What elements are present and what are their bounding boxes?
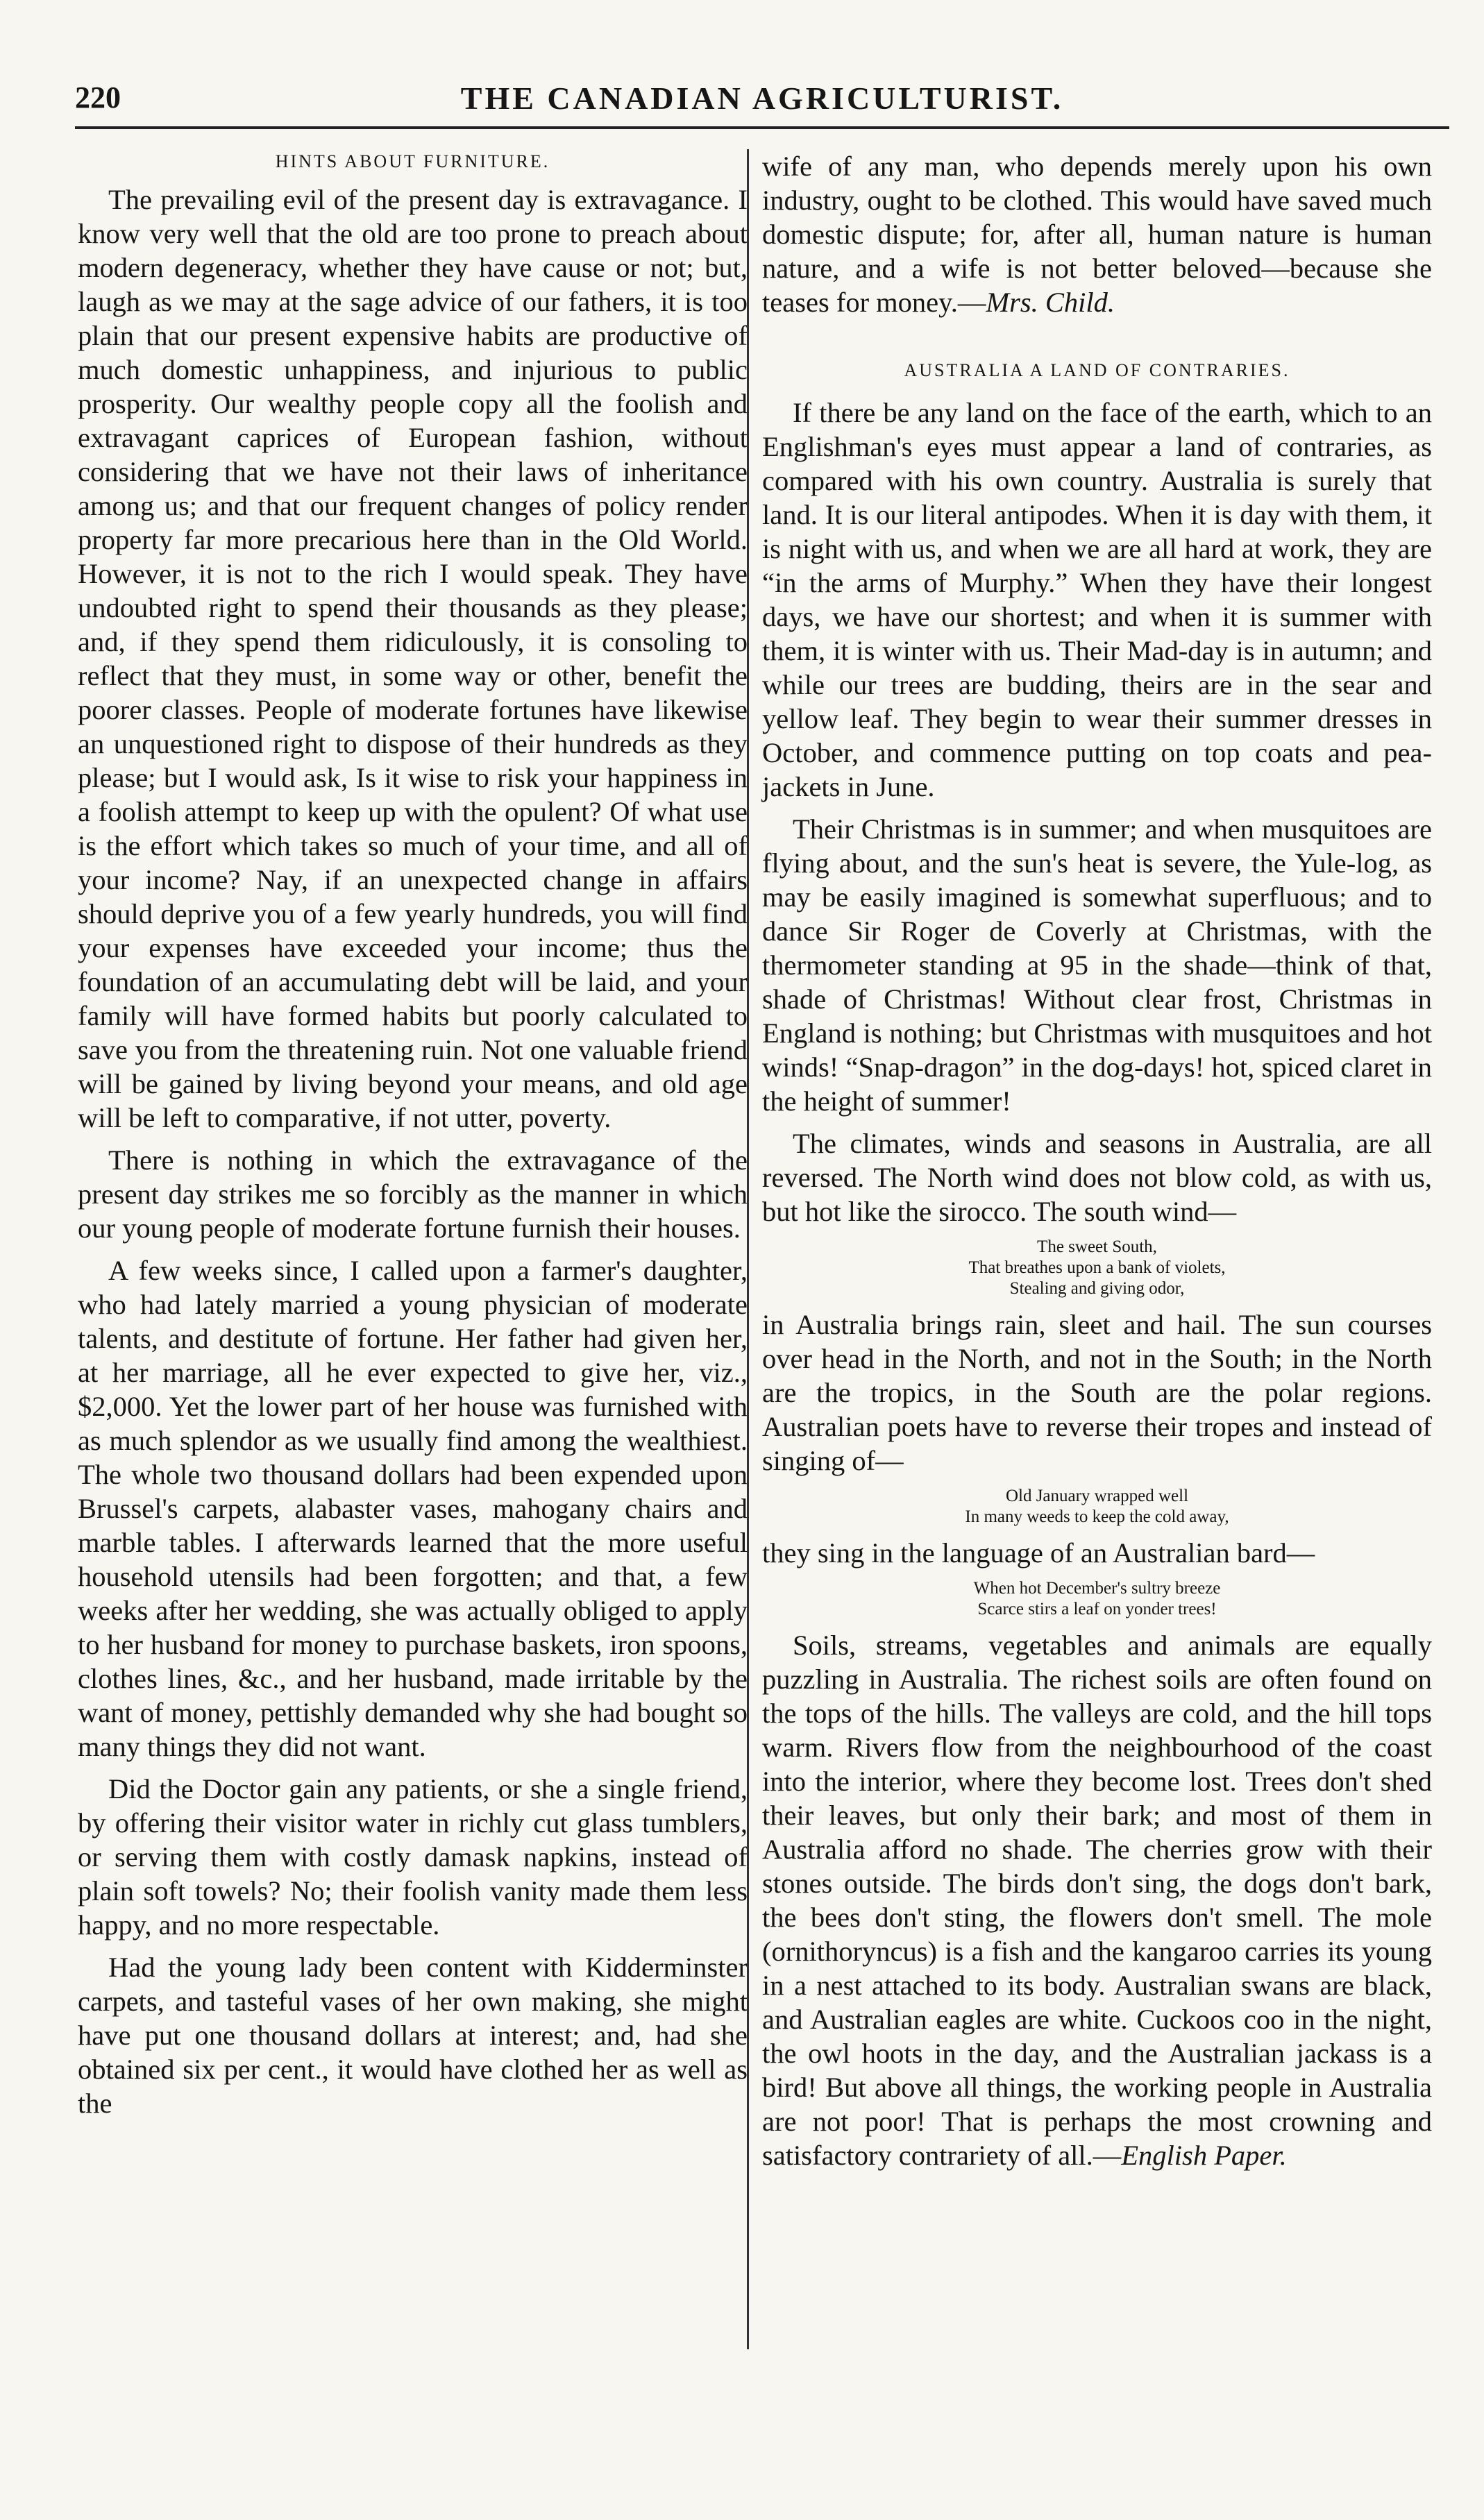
column-divider: [747, 149, 749, 2349]
paragraph: There is nothing in which the extravagance of the present day strikes me so forcibly as the manner in which our young people of moderate fortune furnish their houses.: [78, 1144, 748, 1244]
running-title: THE CANADIAN AGRICULTURIST.: [460, 81, 1064, 116]
verse-line: Scarce stirs a leaf on yonder trees!: [977, 1600, 1217, 1618]
header-rule: [75, 126, 1449, 129]
article-heading-furniture: HINTS ABOUT FURNITURE.: [275, 151, 550, 171]
paragraph: Had the young lady been content with Kidderminster carpets, and tasteful vases of her own making, she might have put one thousand dollars at interest; and, had she obtained six per cent., it would have clothed her as well as the: [78, 1952, 748, 2119]
verse-line: When hot December's sultry breeze: [973, 1579, 1221, 1598]
left-column: [78, 149, 748, 2129]
verse-line: That breathes upon a bank of violets,: [968, 1258, 1226, 1277]
paragraph: [762, 1628, 1432, 2172]
paragraph: Their Christmas is in summer; and when musquitoes are flying about, and the sun's heat is severe, the Yule-log, as may be easily imagined is somewhat superfluous; and to dance Sir Roger de Coverly at Christmas, with the thermometer standing at 95 in the shade—think of that, shade of Christmas! Without clear frost, Christmas in England is nothing; but Christmas with musquitoes and hot winds! “Snap-dragon” in the dog-days! hot, spiced claret in the height of summer!: [762, 813, 1432, 1117]
paragraph-continuation: [762, 149, 1432, 319]
paragraph: The prevailing evil of the present day is extravagance. I know very well that the old are too prone to preach about modern degeneracy, whether they have cause or not; but, laugh as we may at the sage advice of our fathers, it is too plain that our present expensive habits are productive of much domestic unhappiness, and injurious to public prosperity. Our wealthy people copy all the foolish and extravagant caprices of European fashion, without considering that we have not their laws of inheritance among us; and that our frequent changes of policy render property far more precarious here than in the Old World. However, it is not to the rich I would speak. They have undoubted right to spend their thousands as they please; and, if they spend them ridiculously, it is consoling to reflect that they must, in some way or other, benefit the poorer classes. People of moderate fortunes have likewise an unquestioned right to dispose of their hundreds as they please; but I would ask, Is it wise to risk your happiness in a foolish attempt to keep up with the opulent? Of what use is the effort which takes so much of your time, and all of your income? Nay, if an unexpected change in affairs should deprive you of a few yearly hundreds, you will find your expenses have exceeded your income; thus the foundation of an accumulating debt will be laid, and your family will have formed habits but poorly calculated to save you from the threatening ruin. Not one valuable friend will be gained by living beyond your means, and old age will be left to comparative, if not utter, poverty.: [78, 184, 748, 1133]
verse-line: The sweet South,: [1037, 1237, 1157, 1256]
paragraph: If there be any land on the face of the earth, which to an Englishman's eyes must appear a land of contraries, as compared with his own country. Australia is surely that land. It is our literal antipodes. When it is day with them, it is night with us, and when we are all hard at work, they are “in the arms of Murphy.” When they have their longest days, we have our shortest; and when it is summer with them, it is winter with us. Their Mad-day is in autumn; and while our trees are budding, theirs are in the sear and yellow leaf. They begin to wear their summer dresses in October, and commence putting on top coats and pea-jackets in June.: [762, 397, 1432, 802]
paragraph: in Australia brings rain, sleet and hail. The sun courses over head in the North, and not in the South; in the North are the tropics, in the South are the polar regions. Australian poets have to reverse their tropes and instead of singing of—: [762, 1309, 1432, 1476]
verse-quote: [762, 1578, 1432, 1620]
paragraph: A few weeks since, I called upon a farmer's daughter, who had lately married a young physician of moderate talents, and destitute of fortune. Her father had given her, at her marriage, all he ever expected to give her, viz., $2,000. Yet the lower part of her house was furnished with as much splendor as we usually find among the wealthiest. The whole two thousand dollars had been expended upon Brussel's carpets, alabaster vases, mahogany chairs and marble tables. I afterwards learned that the more useful household utensils had been forgotten; and that, a few weeks after her wedding, she was actually obliged to apply to her husband for money to purchase baskets, iron spoons, clothes lines, &c., and her husband, made irritable by the want of money, pettishly demanded why she had bought so many things they did not want.: [78, 1255, 748, 1762]
author-signature: Mrs. Child.: [986, 287, 1115, 318]
verse-line: In many weeds to keep the cold away,: [965, 1507, 1229, 1526]
paragraph: they sing in the language of an Australian bard—: [762, 1537, 1315, 1568]
paragraph: The climates, winds and seasons in Australia, are all reversed. The North wind does not blow cold, as with us, but hot like the sirocco. The south wind—: [762, 1128, 1432, 1227]
paragraph-text: wife of any man, who depends merely upon his own industry, ought to be clothed. This would have saved much domestic dispute; for, after all, human nature is human nature, and a wife is not better beloved—because she teases for money.—: [762, 151, 1432, 318]
page-number: 220: [75, 81, 121, 115]
paragraph-text: Soils, streams, vegetables and animals are equally puzzling in Australia. The richest soils are often found on the tops of the hills. The valleys are cold, and the hill tops warm. Rivers flow from the neighbourhood of the coast into the interior, where they become lost. Trees don't shed their leaves, but only their bark; and most of them in Australia afford no shade. The cherries grow with their stones outside. The birds don't sing, the dogs don't bark, the bees don't sting, the flowers don't smell. The mole (ornithoryncus) is a fish and the kangaroo carries its young in a nest attached to its body. Australian swans are black, and Australian eagles are white. Cuckoos coo in the night, the owl hoots in the day, and the Australian jackass is a bird! But above all things, the working people in Australia are not poor! That is perhaps the most crowning and satisfactory contrariety of all.—: [762, 1630, 1432, 2171]
paragraph: Did the Doctor gain any patients, or she a single friend, by offering their visitor water in richly cut glass tumblers, or serving them with costly damask napkins, instead of plain soft towels? No; their foolish vanity made them less happy, and no more respectable.: [78, 1773, 748, 1940]
verse-line: Old January wrapped well: [1005, 1487, 1189, 1505]
article-heading-australia: AUSTRALIA A LAND OF CONTRARIES.: [904, 360, 1290, 380]
source-attribution: English Paper.: [1121, 2140, 1287, 2171]
right-column: [762, 149, 1432, 2181]
verse-quote: [762, 1237, 1432, 1299]
verse-line: Stealing and giving odor,: [1009, 1279, 1185, 1298]
verse-quote: [762, 1486, 1432, 1528]
